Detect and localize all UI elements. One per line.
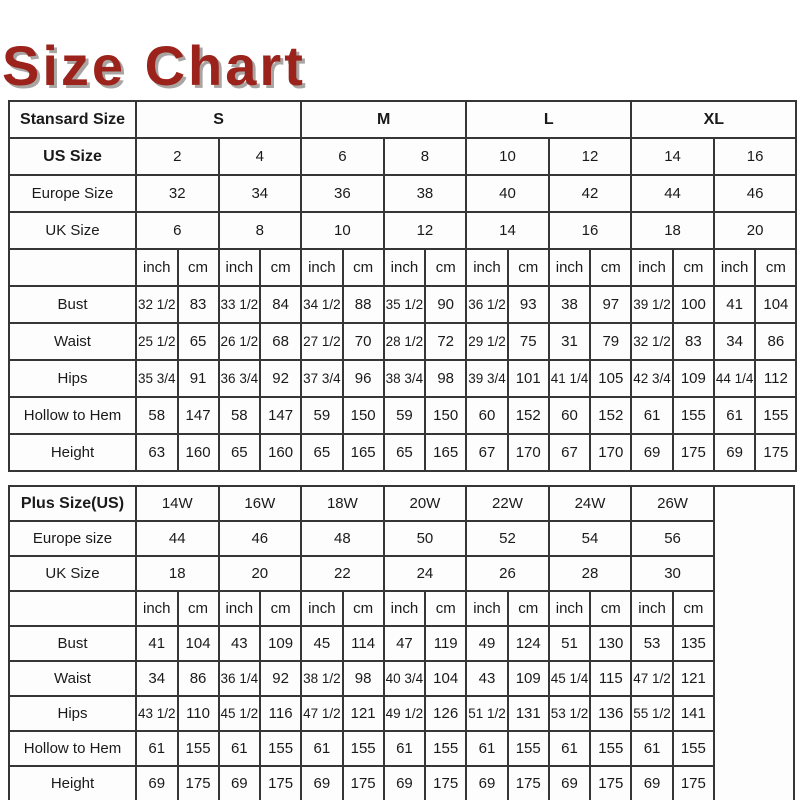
measure-value-cell: 115 — [590, 661, 631, 696]
size-group-cell: 16W — [219, 486, 302, 521]
size-group-cell: M — [301, 101, 466, 138]
measure-value-cell: 36 1/4 — [219, 661, 261, 696]
measure-value-cell: 59 — [384, 397, 426, 434]
measure-value-cell: 104 — [425, 661, 466, 696]
measure-value-cell: 93 — [508, 286, 549, 323]
table-row — [9, 101, 796, 138]
measure-value-cell: 175 — [260, 766, 301, 800]
unit-cell: inch — [549, 591, 591, 626]
measure-value-cell: 150 — [425, 397, 466, 434]
unit-cell: cm — [260, 249, 301, 286]
measure-value-cell: 152 — [590, 397, 631, 434]
table-row — [9, 397, 796, 434]
measure-value-cell: 47 — [384, 626, 426, 661]
size-value-cell: 6 — [301, 138, 384, 175]
measure-value-cell: 155 — [755, 397, 796, 434]
plus-size-table — [8, 485, 795, 800]
measure-value-cell: 55 1/2 — [631, 696, 673, 731]
size-value-cell: 52 — [466, 521, 549, 556]
size-value-cell: 46 — [714, 175, 797, 212]
unit-cell: inch — [631, 249, 673, 286]
unit-cell: inch — [219, 249, 261, 286]
unit-cell: cm — [425, 249, 466, 286]
empty-corner-cell — [9, 249, 136, 286]
size-value-cell: 38 — [384, 175, 467, 212]
measure-value-cell: 69 — [136, 766, 178, 800]
row-label-cell: Hips — [9, 696, 136, 731]
measure-value-cell: 86 — [178, 661, 219, 696]
measure-value-cell: 70 — [343, 323, 384, 360]
measure-value-cell: 65 — [219, 434, 261, 471]
measure-value-cell: 67 — [549, 434, 591, 471]
size-value-cell: 34 — [219, 175, 302, 212]
measure-value-cell: 29 1/2 — [466, 323, 508, 360]
unit-cell: cm — [673, 249, 714, 286]
table-row — [9, 434, 796, 471]
measure-value-cell: 34 — [136, 661, 178, 696]
unit-cell: cm — [343, 249, 384, 286]
row-label-cell: Waist — [9, 661, 136, 696]
measure-value-cell: 96 — [343, 360, 384, 397]
size-value-cell: 30 — [631, 556, 714, 591]
measure-value-cell: 175 — [673, 766, 714, 800]
size-value-cell: 18 — [136, 556, 219, 591]
measure-value-cell: 44 1/4 — [714, 360, 756, 397]
measure-value-cell: 119 — [425, 626, 466, 661]
table-row — [9, 486, 794, 521]
measure-value-cell: 32 1/2 — [631, 323, 673, 360]
measure-value-cell: 47 1/2 — [301, 696, 343, 731]
measure-value-cell: 43 — [466, 661, 508, 696]
measure-value-cell: 90 — [425, 286, 466, 323]
measure-value-cell: 155 — [260, 731, 301, 766]
size-value-cell: 12 — [384, 212, 467, 249]
unit-cell: inch — [219, 591, 261, 626]
page-title: Size Chart — [2, 34, 306, 97]
size-value-cell: 56 — [631, 521, 714, 556]
measure-value-cell: 36 1/2 — [466, 286, 508, 323]
measure-value-cell: 141 — [673, 696, 714, 731]
measure-value-cell: 110 — [178, 696, 219, 731]
unit-cell: cm — [260, 591, 301, 626]
table-row — [9, 249, 796, 286]
size-value-cell: 10 — [466, 138, 549, 175]
measure-value-cell: 35 1/2 — [384, 286, 426, 323]
measure-value-cell: 126 — [425, 696, 466, 731]
size-value-cell: 20 — [714, 212, 797, 249]
measure-value-cell: 33 1/2 — [219, 286, 261, 323]
measure-value-cell: 98 — [425, 360, 466, 397]
measure-value-cell: 31 — [549, 323, 591, 360]
measure-value-cell: 38 — [549, 286, 591, 323]
measure-value-cell: 88 — [343, 286, 384, 323]
empty-corner-cell — [9, 591, 136, 626]
unit-cell: inch — [301, 249, 343, 286]
row-label-cell: US Size — [9, 138, 136, 175]
measure-value-cell: 42 3/4 — [631, 360, 673, 397]
measure-value-cell: 170 — [508, 434, 549, 471]
measure-value-cell: 40 3/4 — [384, 661, 426, 696]
measure-value-cell: 83 — [178, 286, 219, 323]
measure-value-cell: 37 3/4 — [301, 360, 343, 397]
measure-value-cell: 51 1/2 — [466, 696, 508, 731]
measure-value-cell: 75 — [508, 323, 549, 360]
unit-cell: inch — [384, 591, 426, 626]
measure-value-cell: 39 1/2 — [631, 286, 673, 323]
row-label-cell: Europe size — [9, 521, 136, 556]
size-group-cell: 20W — [384, 486, 467, 521]
row-label-cell: Bust — [9, 626, 136, 661]
measure-value-cell: 61 — [714, 397, 756, 434]
table-row — [9, 696, 794, 731]
row-label-cell: Hips — [9, 360, 136, 397]
measure-value-cell: 100 — [673, 286, 714, 323]
measure-value-cell: 92 — [260, 360, 301, 397]
size-group-cell: S — [136, 101, 301, 138]
size-value-cell: 50 — [384, 521, 467, 556]
unit-cell: inch — [301, 591, 343, 626]
unit-cell: inch — [714, 249, 756, 286]
row-label-cell: UK Size — [9, 212, 136, 249]
measure-value-cell: 49 1/2 — [384, 696, 426, 731]
measure-value-cell: 175 — [673, 434, 714, 471]
measure-value-cell: 124 — [508, 626, 549, 661]
measure-value-cell: 39 3/4 — [466, 360, 508, 397]
measure-value-cell: 45 1/2 — [219, 696, 261, 731]
measure-value-cell: 61 — [136, 731, 178, 766]
table-row — [9, 661, 794, 696]
measure-value-cell: 121 — [343, 696, 384, 731]
measure-value-cell: 101 — [508, 360, 549, 397]
measure-value-cell: 26 1/2 — [219, 323, 261, 360]
unit-cell: cm — [673, 591, 714, 626]
row-label-cell: Height — [9, 766, 136, 800]
measure-value-cell: 34 — [714, 323, 756, 360]
measure-value-cell: 65 — [301, 434, 343, 471]
measure-value-cell: 155 — [673, 731, 714, 766]
measure-value-cell: 36 3/4 — [219, 360, 261, 397]
measure-value-cell: 61 — [301, 731, 343, 766]
measure-value-cell: 160 — [178, 434, 219, 471]
size-value-cell: 42 — [549, 175, 632, 212]
size-group-cell: L — [466, 101, 631, 138]
table-row — [9, 626, 794, 661]
measure-value-cell: 175 — [425, 766, 466, 800]
measure-value-cell: 49 — [466, 626, 508, 661]
measure-value-cell: 69 — [384, 766, 426, 800]
measure-value-cell: 41 1/4 — [549, 360, 591, 397]
measure-value-cell: 43 1/2 — [136, 696, 178, 731]
measure-value-cell: 150 — [343, 397, 384, 434]
measure-value-cell: 69 — [466, 766, 508, 800]
measure-value-cell: 131 — [508, 696, 549, 731]
measure-value-cell: 155 — [343, 731, 384, 766]
measure-value-cell: 61 — [631, 731, 673, 766]
measure-value-cell: 34 1/2 — [301, 286, 343, 323]
measure-value-cell: 175 — [178, 766, 219, 800]
measure-value-cell: 69 — [549, 766, 591, 800]
corner-cell: Plus Size(US) — [9, 486, 136, 521]
unit-cell: inch — [549, 249, 591, 286]
table-row — [9, 175, 796, 212]
measure-value-cell: 84 — [260, 286, 301, 323]
table-row — [9, 521, 794, 556]
measure-value-cell: 116 — [260, 696, 301, 731]
measure-value-cell: 41 — [136, 626, 178, 661]
table-row — [9, 766, 794, 800]
measure-value-cell: 175 — [590, 766, 631, 800]
measure-value-cell: 112 — [755, 360, 796, 397]
size-value-cell: 12 — [549, 138, 632, 175]
unit-cell: cm — [425, 591, 466, 626]
size-group-cell: 18W — [301, 486, 384, 521]
measure-value-cell: 61 — [549, 731, 591, 766]
measure-value-cell: 43 — [219, 626, 261, 661]
table-row — [9, 731, 794, 766]
measure-value-cell: 51 — [549, 626, 591, 661]
unit-cell: cm — [178, 591, 219, 626]
measure-value-cell: 109 — [260, 626, 301, 661]
corner-cell: Stansard Size — [9, 101, 136, 138]
size-value-cell: 48 — [301, 521, 384, 556]
measure-value-cell: 79 — [590, 323, 631, 360]
size-value-cell: 8 — [219, 212, 302, 249]
table-row — [9, 138, 796, 175]
measure-value-cell: 147 — [178, 397, 219, 434]
row-label-cell: Waist — [9, 323, 136, 360]
measure-value-cell: 155 — [178, 731, 219, 766]
measure-value-cell: 86 — [755, 323, 796, 360]
unit-cell: cm — [343, 591, 384, 626]
measure-value-cell: 61 — [219, 731, 261, 766]
measure-value-cell: 59 — [301, 397, 343, 434]
size-value-cell: 22 — [301, 556, 384, 591]
measure-value-cell: 69 — [714, 434, 756, 471]
measure-value-cell: 61 — [466, 731, 508, 766]
size-value-cell: 32 — [136, 175, 219, 212]
measure-value-cell: 28 1/2 — [384, 323, 426, 360]
measure-value-cell: 165 — [343, 434, 384, 471]
measure-value-cell: 65 — [178, 323, 219, 360]
size-value-cell: 46 — [219, 521, 302, 556]
measure-value-cell: 147 — [260, 397, 301, 434]
table-row — [9, 323, 796, 360]
measure-value-cell: 53 — [631, 626, 673, 661]
table-row — [9, 212, 796, 249]
measure-value-cell: 72 — [425, 323, 466, 360]
measure-value-cell: 58 — [219, 397, 261, 434]
size-group-cell: 22W — [466, 486, 549, 521]
measure-value-cell: 114 — [343, 626, 384, 661]
measure-value-cell: 65 — [384, 434, 426, 471]
table-row — [9, 286, 796, 323]
size-value-cell: 14 — [631, 138, 714, 175]
measure-value-cell: 83 — [673, 323, 714, 360]
measure-value-cell: 69 — [219, 766, 261, 800]
measure-value-cell: 53 1/2 — [549, 696, 591, 731]
empty-cell — [714, 486, 794, 800]
size-group-cell: 24W — [549, 486, 632, 521]
unit-cell: cm — [590, 249, 631, 286]
measure-value-cell: 98 — [343, 661, 384, 696]
measure-value-cell: 69 — [301, 766, 343, 800]
measure-value-cell: 69 — [631, 434, 673, 471]
size-value-cell: 20 — [219, 556, 302, 591]
size-value-cell: 36 — [301, 175, 384, 212]
standard-size-table — [8, 100, 797, 472]
size-value-cell: 26 — [466, 556, 549, 591]
unit-cell: cm — [508, 249, 549, 286]
measure-value-cell: 32 1/2 — [136, 286, 178, 323]
measure-value-cell: 155 — [425, 731, 466, 766]
measure-value-cell: 104 — [178, 626, 219, 661]
size-group-cell: 14W — [136, 486, 219, 521]
measure-value-cell: 175 — [508, 766, 549, 800]
table-row — [9, 556, 794, 591]
measure-value-cell: 58 — [136, 397, 178, 434]
row-label-cell: Europe Size — [9, 175, 136, 212]
size-value-cell: 44 — [631, 175, 714, 212]
row-label-cell: Hollow to Hem — [9, 397, 136, 434]
measure-value-cell: 61 — [631, 397, 673, 434]
size-value-cell: 28 — [549, 556, 632, 591]
measure-value-cell: 61 — [384, 731, 426, 766]
unit-cell: inch — [384, 249, 426, 286]
measure-value-cell: 155 — [673, 397, 714, 434]
size-value-cell: 14 — [466, 212, 549, 249]
measure-value-cell: 35 3/4 — [136, 360, 178, 397]
unit-cell: inch — [466, 249, 508, 286]
measure-value-cell: 60 — [466, 397, 508, 434]
unit-cell: inch — [631, 591, 673, 626]
measure-value-cell: 45 — [301, 626, 343, 661]
unit-cell: inch — [466, 591, 508, 626]
measure-value-cell: 38 1/2 — [301, 661, 343, 696]
measure-value-cell: 109 — [508, 661, 549, 696]
table-row — [9, 360, 796, 397]
measure-value-cell: 68 — [260, 323, 301, 360]
measure-value-cell: 38 3/4 — [384, 360, 426, 397]
measure-value-cell: 97 — [590, 286, 631, 323]
measure-value-cell: 25 1/2 — [136, 323, 178, 360]
size-value-cell: 8 — [384, 138, 467, 175]
measure-value-cell: 152 — [508, 397, 549, 434]
size-value-cell: 18 — [631, 212, 714, 249]
measure-value-cell: 130 — [590, 626, 631, 661]
size-value-cell: 2 — [136, 138, 219, 175]
size-value-cell: 4 — [219, 138, 302, 175]
size-value-cell: 16 — [714, 138, 797, 175]
measure-value-cell: 170 — [590, 434, 631, 471]
size-value-cell: 40 — [466, 175, 549, 212]
measure-value-cell: 175 — [343, 766, 384, 800]
unit-cell: cm — [178, 249, 219, 286]
size-group-cell: 26W — [631, 486, 714, 521]
measure-value-cell: 160 — [260, 434, 301, 471]
table-row — [9, 591, 794, 626]
unit-cell: cm — [755, 249, 796, 286]
size-group-cell: XL — [631, 101, 796, 138]
measure-value-cell: 27 1/2 — [301, 323, 343, 360]
size-value-cell: 6 — [136, 212, 219, 249]
measure-value-cell: 41 — [714, 286, 756, 323]
measure-value-cell: 63 — [136, 434, 178, 471]
measure-value-cell: 69 — [631, 766, 673, 800]
measure-value-cell: 47 1/2 — [631, 661, 673, 696]
size-value-cell: 54 — [549, 521, 632, 556]
measure-value-cell: 109 — [673, 360, 714, 397]
size-value-cell: 24 — [384, 556, 467, 591]
unit-cell: inch — [136, 591, 178, 626]
measure-value-cell: 104 — [755, 286, 796, 323]
measure-value-cell: 92 — [260, 661, 301, 696]
size-value-cell: 10 — [301, 212, 384, 249]
unit-cell: inch — [136, 249, 178, 286]
measure-value-cell: 105 — [590, 360, 631, 397]
measure-value-cell: 121 — [673, 661, 714, 696]
measure-value-cell: 155 — [590, 731, 631, 766]
row-label-cell: Bust — [9, 286, 136, 323]
row-label-cell: UK Size — [9, 556, 136, 591]
measure-value-cell: 165 — [425, 434, 466, 471]
measure-value-cell: 91 — [178, 360, 219, 397]
row-label-cell: Height — [9, 434, 136, 471]
unit-cell: cm — [590, 591, 631, 626]
unit-cell: cm — [508, 591, 549, 626]
measure-value-cell: 155 — [508, 731, 549, 766]
size-value-cell: 44 — [136, 521, 219, 556]
measure-value-cell: 135 — [673, 626, 714, 661]
measure-value-cell: 60 — [549, 397, 591, 434]
size-value-cell: 16 — [549, 212, 632, 249]
measure-value-cell: 67 — [466, 434, 508, 471]
measure-value-cell: 45 1/4 — [549, 661, 591, 696]
row-label-cell: Hollow to Hem — [9, 731, 136, 766]
measure-value-cell: 175 — [755, 434, 796, 471]
measure-value-cell: 136 — [590, 696, 631, 731]
